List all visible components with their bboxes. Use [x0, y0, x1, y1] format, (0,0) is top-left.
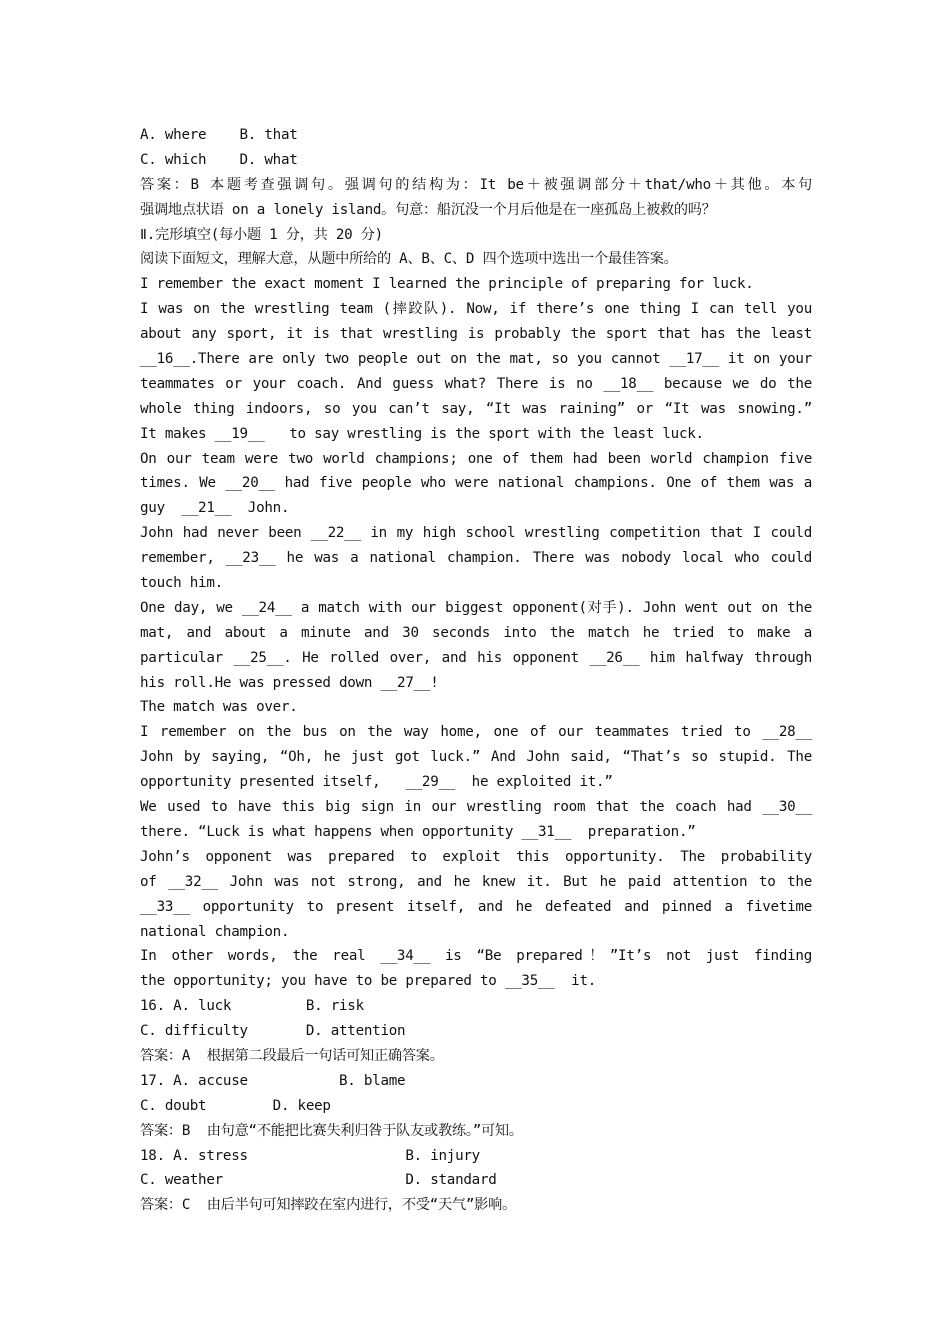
text-line: It makes __19__ to say wrestling is the sport with the least luck. [140, 425, 704, 442]
text-line: __16__.There are only two people out on the mat, so you cannot __17__ it on your [140, 351, 812, 368]
text-line: Ⅱ.完形填空(每小题 1 分，共 20 分) [140, 226, 383, 243]
document-body [140, 123, 812, 1218]
text-line: 答案：A 根据第二段最后一句话可知正确答案。 [140, 1047, 444, 1064]
text-line: national champion. [140, 923, 290, 940]
text-line: One day, we __24__ a match with our biggest opponent(对手). John went out on the [140, 599, 812, 616]
text-line: his roll.He was pressed down __27__! [140, 674, 439, 691]
text-line: In other words, the real __34__ is “Be prepared！”It’s not just finding [140, 948, 812, 965]
text-line: whole thing indoors, so you can’t say, “It was raining” or “It was snowing.” [140, 400, 812, 417]
text-line: On our team were two world champions; one of them had been world champion five [140, 450, 812, 467]
text-line: 17. A. accuse B. blame [140, 1072, 406, 1089]
text-line: 答案：C 由后半句可知摔跤在室内进行，不受“天气”影响。 [140, 1197, 516, 1214]
text-line: the opportunity; you have to be prepared to __35__ it. [140, 973, 597, 990]
text-line: remember, __23__ he was a national champion. There was nobody local who could [140, 550, 812, 567]
text-line: 强调地点状语 on a lonely island。句意：船沉没一个月后他是在一座孤岛上被救的吗？ [140, 201, 716, 218]
text-line: particular __25__. He rolled over, and his opponent __26__ him halfway through [140, 649, 812, 666]
text-line: times. We __20__ had five people who were national champions. One of them was a [140, 475, 812, 492]
text-line: there. “Luck is what happens when opportunity __31__ preparation.” [140, 823, 696, 840]
text-line: 答案：B 本题考查强调句。强调句的结构为：It be＋被强调部分＋that/who＋其他。本句 [140, 176, 812, 193]
text-line: A. where B. that [140, 127, 298, 143]
text-line: mat, and about a minute and 30 seconds into the match he tried to make a [140, 624, 812, 641]
text-line: 答案：B 由句意“不能把比赛失利归咎于队友或教练。”可知。 [140, 1122, 523, 1139]
text-line: John’s opponent was prepared to exploit this opportunity. The probability [140, 848, 812, 865]
text-line: C. difficulty D. attention [140, 1023, 406, 1040]
text-line: I remember on the bus on the way home, one of our teammates tried to __28__ [140, 724, 812, 741]
text-line: C. weather D. standard [140, 1172, 497, 1189]
text-line: guy __21__ John. [140, 500, 290, 517]
text-line: We used to have this big sign in our wrestling room that the coach had __30__ [140, 799, 812, 816]
text-line: 18. A. stress B. injury [140, 1147, 480, 1164]
text-line: opportunity presented itself, __29__ he exploited it.” [140, 774, 613, 791]
text-line: I was on the wrestling team (摔跤队). Now, if there’s one thing I can tell you [140, 301, 812, 318]
text-line: John had never been __22__ in my high school wrestling competition that I could [140, 525, 812, 542]
text-line: 16. A. luck B. risk [140, 998, 364, 1015]
text-line: teammates or your coach. And guess what? There is no __18__ because we do the [140, 375, 812, 392]
text-line: The match was over. [140, 699, 298, 716]
text-line: John by saying, “Oh, he just got luck.” And John said, “That’s so stupid. The [140, 749, 812, 766]
text-line: __33__ opportunity to present itself, and he defeated and pinned a fivetime [140, 898, 812, 915]
text-line: C. which D. what [140, 151, 298, 168]
text-line: of __32__ John was not strong, and he knew it. But he paid attention to the [140, 873, 812, 890]
text-line: C. doubt D. keep [140, 1097, 331, 1114]
text-line: 阅读下面短文，理解大意，从题中所给的 A、B、C、D 四个选项中选出一个最佳答案。 [140, 251, 678, 268]
text-line: touch him. [140, 575, 223, 592]
text-line: I remember the exact moment I learned the principle of preparing for luck. [140, 276, 754, 293]
text-line: about any sport, it is that wrestling is probably the sport that has the least [140, 326, 812, 343]
